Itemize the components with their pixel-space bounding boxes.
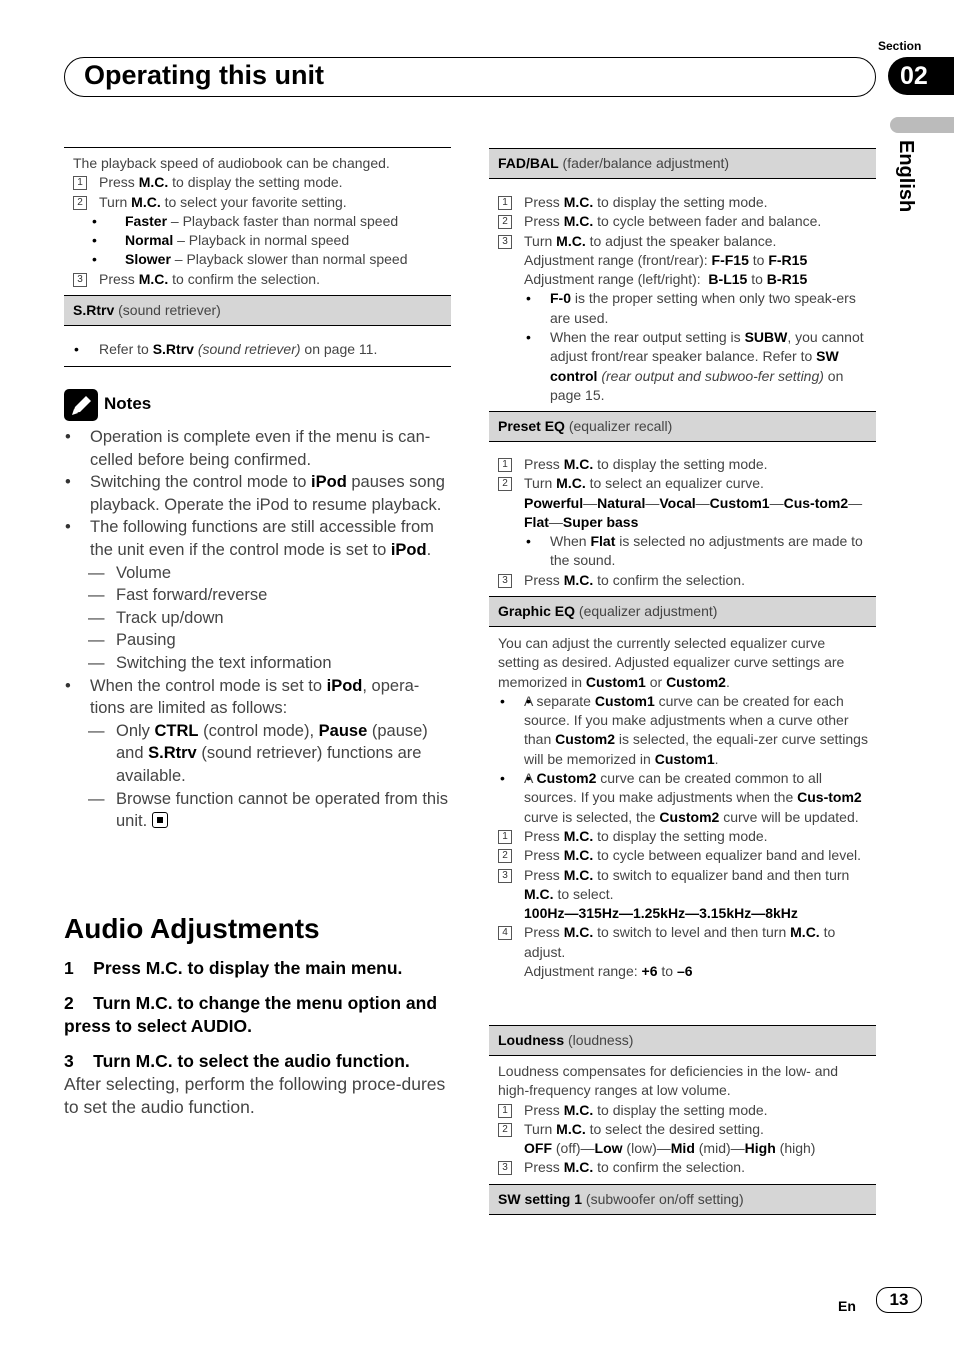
step-number-2: 2: [73, 196, 87, 210]
audiobook-step-1: 1 Press M.C. to display the setting mode.: [64, 173, 451, 192]
graphic-step-3: 3 Press M.C. to switch to equalizer band and then turn M.C. to select.: [498, 866, 870, 905]
preset-step-1: 1 Press M.C. to display the setting mode.: [498, 455, 870, 474]
notes-title: Notes: [104, 394, 152, 413]
function-pausing: — Pausing: [64, 629, 454, 652]
preset-eq-header: Preset EQ (equalizer recall): [489, 411, 876, 442]
step-number-3: 3: [73, 273, 87, 287]
loudness-intro: Loudness compensates for deficiencies in the low- and high-frequency ranges at low volume.: [498, 1063, 839, 1099]
preset-eq-section: [498, 455, 870, 590]
page-title: Operating this unit: [84, 60, 324, 90]
graphic-eq-header: Graphic EQ (equalizer adjustment): [489, 596, 876, 627]
audio-steps: [64, 957, 454, 1119]
function-volume: — Volume: [64, 562, 454, 585]
srtrv-bottom-rule: [64, 366, 451, 367]
notes-pencil-icon: [64, 389, 98, 421]
sw-setting-header: SW setting 1 (subwoofer on/off setting): [489, 1184, 876, 1215]
fadbal-note-f0: • F-0 is the proper setting when only two speak-ers are used.: [498, 289, 870, 328]
loudness-step-1: 1 Press M.C. to display the setting mode.: [498, 1101, 870, 1120]
audio-step-3: 3 Turn M.C. to select the audio function.: [64, 1051, 410, 1071]
limited-functions: — Only CTRL (control mode), Pause (pause) and S.Rtrv (sound retriever) functions are available.: [64, 720, 454, 788]
fadbal-step-3: 3 Turn M.C. to adjust the speaker balance.: [498, 232, 870, 251]
graphic-step-2: 2 Press M.C. to cycle between equalizer band and level.: [498, 846, 870, 865]
graphic-step-4: 4 Press M.C. to switch to level and then turn M.C. to adjust.: [498, 923, 870, 962]
graphic-bands: 100Hz—315Hz—1.25kHz—3.15kHz—8kHz: [524, 905, 798, 922]
note-2: • Switching the control mode to iPod pauses song playback. Operate the iPod to resume playback.: [64, 471, 454, 516]
audiobook-section: [64, 154, 451, 289]
end-mark-icon: [152, 812, 168, 828]
speed-option-faster: • Faster – Playback faster than normal speed: [64, 212, 451, 231]
note-1: • Operation is complete even if the menu is can-celled before being confirmed.: [64, 426, 454, 471]
step-number-1: 1: [73, 176, 87, 190]
loudness-options: OFF (off)—Low (low)—Mid (mid)—High (high): [524, 1140, 816, 1157]
loudness-header: Loudness (loudness): [489, 1025, 876, 1056]
fadbal-step-1: 1 Press M.C. to display the setting mode.: [498, 193, 870, 212]
loudness-step-2: 2 Turn M.C. to select the desired setting.: [498, 1120, 870, 1139]
loudness-step-3: 3 Press M.C. to confirm the selection.: [498, 1158, 870, 1177]
footer-lang: En: [838, 1298, 856, 1314]
audio-adjustments-heading: Audio Adjustments: [64, 913, 320, 944]
srtrv-reference: • Refer to S.Rtrv (sound retriever) on page 11.: [74, 341, 378, 357]
audio-step-1: 1 Press M.C. to display the main menu.: [64, 958, 403, 978]
preset-note-flat: • When Flat is selected no adjustments are made to the sound.: [498, 532, 870, 571]
graphic-step-1: 1 Press M.C. to display the setting mode.: [498, 827, 870, 846]
speed-option-normal: • Normal – Playback in normal speed: [64, 231, 451, 250]
graphic-note-custom2: • • A Custom2 curve can be created common to all sources. If you make adjustments when the Cus-tom2 curve is selected, the Custom2 curve will be updated.: [498, 769, 870, 827]
audio-step-2: 2 Turn M.C. to change the menu option and press to select AUDIO.: [64, 993, 442, 1036]
language-label: English: [895, 140, 917, 213]
left-top-rule: [64, 147, 451, 148]
preset-step-3: 3 Press M.C. to confirm the selection.: [498, 571, 870, 590]
fadbal-range-front-rear: Adjustment range (front/rear): F-F15 to F-R15: [524, 251, 808, 268]
fadbal-range-left-right: Adjustment range (left/right): B-L15 to B-R15: [524, 271, 808, 288]
graphic-eq-section: [498, 634, 870, 981]
note-3: • The following functions are still accessible from the unit even if the control mode is set to iPod.: [64, 516, 454, 561]
fadbal-step-2: 2 Press M.C. to cycle between fader and balance.: [498, 212, 870, 231]
audiobook-intro: The playback speed of audiobook can be changed.: [73, 155, 390, 171]
srtrv-header: S.Rtrv (sound retriever): [64, 295, 451, 326]
function-text-info: — Switching the text information: [64, 652, 454, 675]
preset-curve-list: Powerful—Natural—Vocal—Custom1—Cus-tom2—Flat—Super bass: [524, 494, 863, 530]
graphic-range: Adjustment range: +6 to –6: [524, 963, 693, 980]
language-tab: [890, 117, 954, 133]
note-4: • When the control mode is set to iPod, opera-tions are limited as follows:: [64, 675, 454, 720]
fadbal-header: FAD/BAL (fader/balance adjustment): [489, 148, 876, 179]
fadbal-note-subw: • When the rear output setting is SUBW, you cannot adjust front/rear speaker balance. Refer to SW control (rear output and subwoo-fer setting) on page 15.: [498, 328, 870, 405]
audiobook-step-2: 2 Turn M.C. to select your favorite setting.: [64, 193, 451, 212]
function-fast-forward: — Fast forward/reverse: [64, 584, 454, 607]
loudness-section: [498, 1062, 870, 1178]
page-number: 13: [876, 1287, 922, 1313]
audiobook-step-3: 3 Press M.C. to confirm the selection.: [64, 270, 451, 289]
graphic-intro: You can adjust the currently selected equalizer curve setting as desired. Adjusted equalizer curve settings are memorized in Custom1 or Custom2.: [498, 635, 845, 690]
function-track: — Track up/down: [64, 607, 454, 630]
browse-limitation: — Browse function cannot be operated from this unit.: [64, 788, 454, 833]
preset-step-2: 2 Turn M.C. to select an equalizer curve.: [498, 474, 870, 493]
audio-after-text: After selecting, perform the following proce-dures to set the audio function.: [64, 1074, 446, 1117]
section-label: Section: [878, 39, 922, 53]
graphic-note-custom1: • • A separate Custom1 curve can be created for each source. If you make adjustments when a curve other than Custom2 is selected, the equali-zer curve settings will be memorized in Custom1.: [498, 692, 870, 769]
fadbal-section: [498, 193, 870, 405]
notes-list: [64, 426, 454, 833]
speed-option-slower: • Slower – Playback slower than normal speed: [64, 250, 451, 269]
section-number: 02: [888, 57, 954, 95]
